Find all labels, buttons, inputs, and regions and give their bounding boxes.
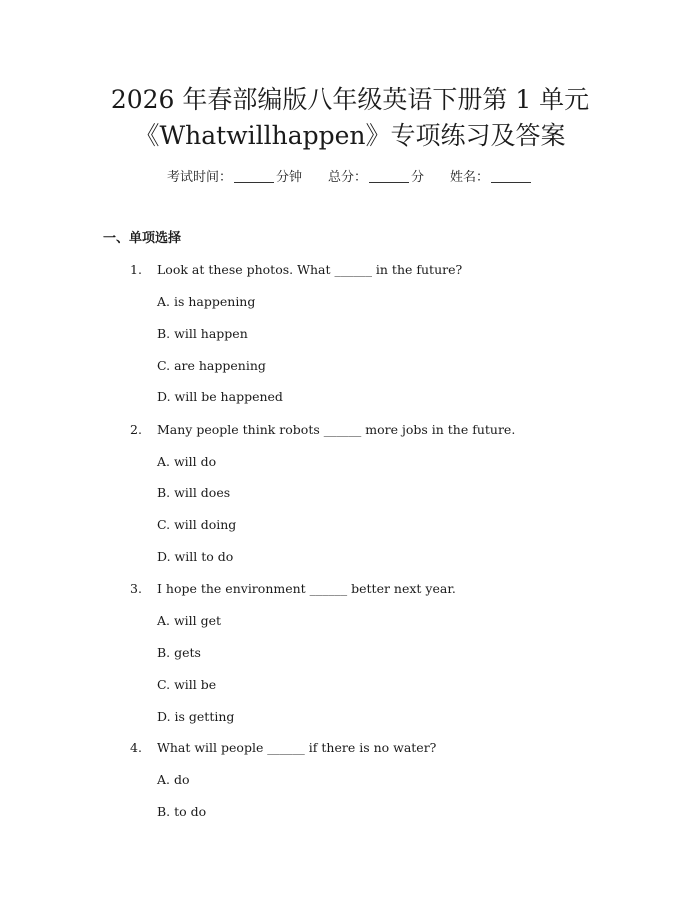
question-text: Look at these photos. What ______ in the future? <box>157 262 463 277</box>
question-1-option-c: C. are happening <box>157 358 266 373</box>
total-score-label: 总分： <box>327 170 367 185</box>
question-1-option-d: D. will be happened <box>157 389 283 404</box>
question-3-option-b: B. gets <box>157 645 201 660</box>
question-4 <box>130 738 436 758</box>
question-text: I hope the environment ______ better next year. <box>157 581 456 596</box>
title-line-2: 《Whatwillhappen》专项练习及答案 <box>134 121 566 150</box>
question-3-option-d: D. is getting <box>157 709 235 724</box>
question-3 <box>130 579 456 599</box>
total-score-unit: 分 <box>411 170 425 185</box>
exam-info-row <box>0 168 700 188</box>
exam-time-field <box>167 168 302 188</box>
student-name-field <box>450 168 533 188</box>
question-1 <box>130 260 462 280</box>
question-number: 2. <box>130 422 142 437</box>
question-2 <box>130 420 515 440</box>
question-3-option-c: C. will be <box>157 677 217 692</box>
question-4-option-a: A. do <box>157 772 190 787</box>
question-2-option-a: A. will do <box>157 454 217 469</box>
total-score-blank <box>369 168 409 183</box>
question-1-option-a: A. is happening <box>157 294 256 309</box>
student-name-label: 姓名： <box>450 170 490 185</box>
section-heading: 一、单项选择 <box>103 231 182 246</box>
question-1-option-b: B. will happen <box>157 326 248 341</box>
question-text: What will people ______ if there is no water? <box>157 740 437 755</box>
exam-time-unit: 分钟 <box>275 170 302 185</box>
question-number: 1. <box>130 262 142 277</box>
question-number: 4. <box>130 740 142 755</box>
question-2-option-c: C. will doing <box>157 517 237 532</box>
exam-time-label: 考试时间： <box>166 170 232 185</box>
question-2-option-d: D. will to do <box>157 549 234 564</box>
question-number: 3. <box>130 581 142 596</box>
question-text: Many people think robots ______ more jobs in the future. <box>157 422 516 437</box>
question-3-option-a: A. will get <box>157 613 222 628</box>
question-4-option-b: B. to do <box>157 804 207 819</box>
question-2-option-b: B. will does <box>157 485 231 500</box>
title-line-1: 2026 年春部编版八年级英语下册第 1 单元 <box>110 85 590 114</box>
student-name-blank <box>491 168 531 183</box>
exam-time-blank <box>234 168 274 183</box>
total-score-field <box>328 168 424 188</box>
